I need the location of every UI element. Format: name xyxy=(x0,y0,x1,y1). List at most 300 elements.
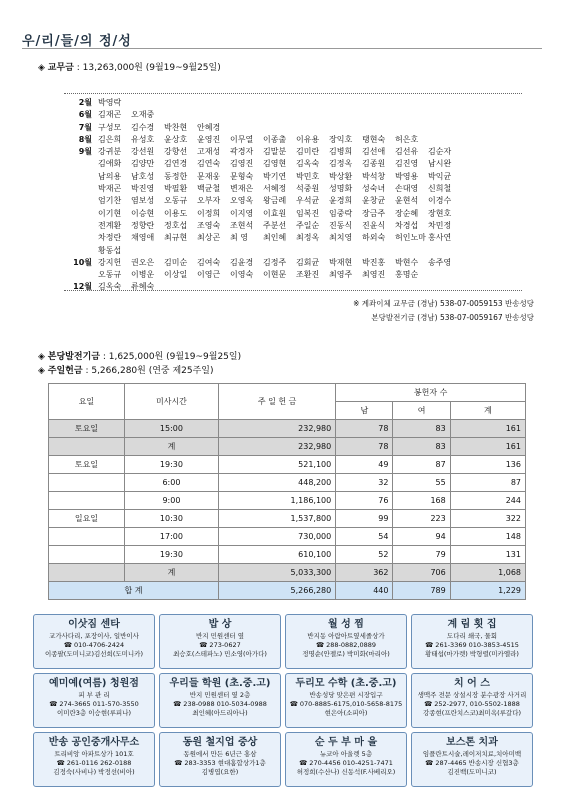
donor-name: 이영근 xyxy=(197,270,221,280)
cell-day xyxy=(49,564,125,582)
cell-female: 94 xyxy=(393,528,450,546)
donor-name: 성숙녀 xyxy=(362,184,386,194)
donor-name: 장익호 xyxy=(329,134,353,144)
ad-line: 최인혜(아드리아나) xyxy=(192,709,248,717)
donor-name: 홍사연 xyxy=(428,233,452,243)
month-label xyxy=(66,232,92,244)
grand-total-female: 789 xyxy=(393,582,450,600)
ad-line: 강종현(프란치스코)최미옥(루갈다) xyxy=(422,709,522,717)
grand-total-total: 1,229 xyxy=(450,582,525,600)
donor-name: 김종원 xyxy=(362,159,386,169)
donor-row xyxy=(66,269,536,281)
donor-name: 오부자 xyxy=(197,196,221,206)
ad-line: 정명순(안젤로) 박미화(마리아) xyxy=(302,650,390,658)
donor-name: 박영락 xyxy=(98,98,122,107)
donor-list xyxy=(66,97,536,294)
table-row xyxy=(49,492,526,510)
donor-name: 최정옥 xyxy=(296,233,320,243)
donor-name: 오동규 xyxy=(98,270,122,280)
donor-name: 탱현숙 xyxy=(362,134,386,144)
donor-name: 김양만 xyxy=(131,159,155,169)
donor-name: 최영주 xyxy=(329,270,353,280)
donor-name: 최 영 xyxy=(230,233,248,243)
donor-name: 남호성 xyxy=(131,171,155,181)
account-note-2: 본당발전기금 (경남) 538-07-0059167 반송성당 xyxy=(371,313,534,322)
donor-name: 김애화 xyxy=(98,159,122,169)
donor-name: 주일순 xyxy=(296,220,320,230)
cell-male: 52 xyxy=(336,546,393,564)
donor-row xyxy=(66,183,536,195)
ad-line: 이종팔(도미니코)김선희(도미니카) xyxy=(44,650,144,658)
donor-name: 김미순 xyxy=(164,257,188,267)
table-row xyxy=(49,564,526,582)
cell-total: 322 xyxy=(450,510,525,528)
diamond-bullet-icon: ◈ xyxy=(38,366,45,376)
cell-male: 54 xyxy=(336,528,393,546)
donor-row xyxy=(66,220,536,232)
cell-amount: 1,537,800 xyxy=(219,510,336,528)
cell-day xyxy=(49,528,125,546)
donor-name: 김옥숙 xyxy=(296,159,320,169)
ad-card xyxy=(33,673,155,728)
donor-name: 윤영진 xyxy=(197,134,221,144)
month-label: 12월 xyxy=(73,282,92,292)
donor-name: 이상일 xyxy=(164,270,188,280)
cell-amount: 448,200 xyxy=(219,474,336,492)
ad-line: 피 부 관 리 xyxy=(78,691,110,699)
ad-line: ☎ 270-4456 010-4251-7471 xyxy=(299,759,393,767)
ad-line: ☎ 288-0882,0889 xyxy=(315,641,377,649)
donor-name: 최상곤 xyxy=(197,233,221,243)
donor-row xyxy=(66,281,536,293)
cell-total: 161 xyxy=(450,438,525,456)
donor-name: 진윤식 xyxy=(362,220,386,230)
donor-name: 김윤경 xyxy=(230,257,254,267)
ad-line: 김병엽(요한) xyxy=(201,768,239,776)
grand-total-male: 440 xyxy=(336,582,393,600)
donor-name: 류혜숙 xyxy=(131,282,155,292)
ad-line: 황태섭(마가렛) 박형렬(미카엘라) xyxy=(425,650,519,658)
month-label xyxy=(66,220,92,232)
donor-name: 강귀분 xyxy=(98,147,122,157)
donor-name: 정향란 xyxy=(131,220,155,230)
ad-line: 동원에서 만든 6년근 홍삼 xyxy=(183,750,257,758)
donor-name: 임복진 xyxy=(296,208,320,218)
month-label xyxy=(66,245,92,257)
dotted-divider xyxy=(64,290,522,291)
donor-name: 차민정 xyxy=(428,220,452,230)
cell-female: 706 xyxy=(393,564,450,582)
donor-name: 김병희 xyxy=(329,147,353,157)
donor-name: 김옥숙 xyxy=(98,282,122,292)
cell-female: 168 xyxy=(393,492,450,510)
ad-line: 허정희(수산나) 신동석(F.사베리오) xyxy=(296,768,396,776)
cell-day xyxy=(49,546,125,564)
table-row xyxy=(49,420,526,438)
donor-name: 하외숙 xyxy=(362,233,386,243)
month-label: 9월 xyxy=(78,147,92,157)
cell-male: 99 xyxy=(336,510,393,528)
cell-male: 49 xyxy=(336,456,393,474)
donor-name: 오영옥 xyxy=(230,196,254,206)
donor-row xyxy=(66,146,536,158)
donor-name: 이용도 xyxy=(164,208,188,218)
page-title: 우/리/들/의 정/성 xyxy=(22,34,132,49)
month-label xyxy=(66,171,92,183)
donor-name: 김수경 xyxy=(131,122,155,132)
donor-name: 박익균 xyxy=(428,171,452,181)
donor-name: 홍명순 xyxy=(395,270,419,280)
ad-line: 김진백(도미니코) xyxy=(447,768,497,776)
donor-name: 신희철 xyxy=(428,184,452,194)
donor-name: 김선애 xyxy=(362,147,386,157)
ad-line: 도다리 쇄국, 물회 xyxy=(446,632,498,640)
donor-name: 강지헌 xyxy=(98,257,122,267)
cell-time: 15:00 xyxy=(124,420,218,438)
donor-name: 왕금례 xyxy=(263,196,287,206)
donor-name: 허은호 xyxy=(395,134,419,144)
cell-amount: 1,186,100 xyxy=(219,492,336,510)
month-label: 10월 xyxy=(73,257,92,267)
donor-name: 전계환 xyxy=(98,220,122,230)
month-label: 7월 xyxy=(78,122,92,132)
ad-title: 보스톤 치과 xyxy=(446,737,498,748)
donor-name: 이지영 xyxy=(230,208,254,218)
donor-name: 조현석 xyxy=(230,220,254,230)
donor-name: 박상환 xyxy=(329,171,353,181)
grand-total-row xyxy=(49,582,526,600)
ad-line: 현은아(소피아) xyxy=(324,709,368,717)
development-fund-label: 본당발전기금 xyxy=(47,352,100,362)
donor-name: 김선유 xyxy=(395,147,419,157)
grand-total-amount: 5,266,280 xyxy=(219,582,336,600)
ad-line: ☎ 070-8885-6175,010-5658-8175 xyxy=(289,700,403,708)
table-row xyxy=(49,510,526,528)
cell-total: 131 xyxy=(450,546,525,564)
donor-name: 이유용 xyxy=(296,134,320,144)
donor-name: 김여숙 xyxy=(197,257,221,267)
cell-male: 32 xyxy=(336,474,393,492)
month-label xyxy=(66,183,92,195)
table-row xyxy=(49,546,526,564)
cell-male: 78 xyxy=(336,420,393,438)
cell-day xyxy=(49,474,125,492)
ad-title: 치 어 스 xyxy=(454,678,490,689)
donor-name: 윤현석 xyxy=(395,196,419,206)
offering-label: 교무금 xyxy=(47,63,74,73)
donor-name: 문재웅 xyxy=(197,171,221,181)
cell-total: 1,068 xyxy=(450,564,525,582)
header-time: 미사시간 xyxy=(124,384,218,420)
ad-line: ☎ 010-4706-2424 xyxy=(63,641,125,649)
cell-total: 244 xyxy=(450,492,525,510)
sunday-collection-line: ◈ 주일헌금 : 5,266,280원 (연중 제25주일) xyxy=(38,366,214,376)
cell-amount: 5,033,300 xyxy=(219,564,336,582)
ad-line: 최승호(스테파노) 민소영(아가다) xyxy=(173,650,267,658)
cell-female: 87 xyxy=(393,456,450,474)
cell-day xyxy=(49,492,125,510)
cell-time: 계 xyxy=(124,438,218,456)
donor-name: 임중락 xyxy=(329,208,353,218)
donor-name: 동정한 xyxy=(164,171,188,181)
ad-line: ☎ 274-3665 011-570-3550 xyxy=(49,700,139,708)
month-label xyxy=(66,208,92,220)
ad-card xyxy=(33,614,155,669)
cell-day: 토요일 xyxy=(49,456,125,474)
dotted-divider xyxy=(64,93,522,94)
donor-row xyxy=(66,97,536,109)
development-fund-line: ◈ 본당발전기금 : 1,625,000원 (9월19~9월25일) xyxy=(38,352,242,362)
diamond-bullet-icon: ◈ xyxy=(38,352,45,362)
ad-title: 순 두 부 마 을 xyxy=(314,737,378,748)
cell-female: 83 xyxy=(393,420,450,438)
donor-row xyxy=(66,195,536,207)
table-row xyxy=(49,456,526,474)
donor-name: 이병운 xyxy=(131,270,155,280)
cell-male: 362 xyxy=(336,564,393,582)
header-total: 계 xyxy=(450,402,525,420)
ad-title: 동원 철지업 중상 xyxy=(182,737,258,748)
donor-row xyxy=(66,171,536,183)
ad-line: ☎ 252-2977, 010-5502-1888 xyxy=(424,700,520,708)
donor-name: 안혜경 xyxy=(197,122,221,132)
donor-name: 김영현 xyxy=(263,159,287,169)
donor-name: 김정주 xyxy=(263,257,287,267)
cell-amount: 521,100 xyxy=(219,456,336,474)
donor-name: 오재중 xyxy=(131,110,155,120)
cell-amount: 232,980 xyxy=(219,420,336,438)
donor-name: 박재곤 xyxy=(98,184,122,194)
donor-name: 문형숙 xyxy=(230,171,254,181)
donor-name: 윤경희 xyxy=(329,196,353,206)
ad-line: 반지 민원센터 옆 xyxy=(195,632,245,640)
title-divider xyxy=(22,48,542,49)
cell-time: 19:30 xyxy=(124,456,218,474)
donor-name: 우석균 xyxy=(296,196,320,206)
donor-name: 백균철 xyxy=(197,184,221,194)
ad-title: 계 림 횟 집 xyxy=(447,619,497,630)
donor-name: 차경섭 xyxy=(395,220,419,230)
table-row xyxy=(49,438,526,456)
donor-name: 채영애 xyxy=(131,233,155,243)
donor-name: 박기연 xyxy=(263,171,287,181)
header-amount: 주 일 헌 금 xyxy=(219,384,336,420)
sunday-collection-label: 주일헌금 xyxy=(47,366,83,376)
ad-line: ☎ 261-3369 010-3853-4515 xyxy=(425,641,519,649)
cell-day: 토요일 xyxy=(49,420,125,438)
donor-name: 주분선 xyxy=(263,220,287,230)
cell-female: 55 xyxy=(393,474,450,492)
donor-name: 이종출 xyxy=(263,134,287,144)
donor-name: 오동규 xyxy=(164,196,188,206)
ad-line: ☎ 273-0627 xyxy=(199,641,241,649)
donor-name: 김회균 xyxy=(296,257,320,267)
donor-name: 엄기찬 xyxy=(98,196,122,206)
cell-amount: 232,980 xyxy=(219,438,336,456)
donor-row xyxy=(66,232,536,244)
donor-name: 성명화 xyxy=(329,184,353,194)
ad-line: 교가사다리, 포장이사, 일반이사 xyxy=(49,632,139,640)
sunday-collection-text: 5,266,280원 (연중 제25주일) xyxy=(91,366,214,376)
donor-name: 윤상호 xyxy=(164,134,188,144)
donor-name: 최규현 xyxy=(164,233,188,243)
ad-title: 이삿짐 센타 xyxy=(68,619,120,630)
ad-line: 반지동 아람아트옆세졸상가 xyxy=(307,632,385,640)
ad-title: 우리들 학원 (초.중.고) xyxy=(169,678,271,689)
ad-line: ☎ 238-0988 010-5034-0988 xyxy=(173,700,267,708)
donor-name: 조환진 xyxy=(296,270,320,280)
donor-name: 박석창 xyxy=(362,171,386,181)
donor-name: 이무열 xyxy=(230,134,254,144)
table-row xyxy=(49,528,526,546)
donor-name: 이효원 xyxy=(263,208,287,218)
donor-name: 남의용 xyxy=(98,171,122,181)
table-row xyxy=(49,474,526,492)
donor-name: 석중원 xyxy=(296,184,320,194)
cell-amount: 610,100 xyxy=(219,546,336,564)
month-label: 8월 xyxy=(78,134,92,144)
cell-total: 87 xyxy=(450,474,525,492)
donor-name: 박영용 xyxy=(395,171,419,181)
donor-name: 최치영 xyxy=(329,233,353,243)
donor-name: 박필환 xyxy=(164,184,188,194)
donor-name: 이승현 xyxy=(131,208,155,218)
donor-name: 김연경 xyxy=(164,159,188,169)
donor-name: 김미란 xyxy=(296,147,320,157)
donor-name: 김은희 xyxy=(98,134,122,144)
header-day: 요일 xyxy=(49,384,125,420)
donor-row xyxy=(66,134,536,146)
ad-line: 생맥주 전문 상설시장 분수광장 사거리 xyxy=(417,691,527,699)
month-label: 6월 xyxy=(78,110,92,120)
donor-name: 황동섭 xyxy=(98,245,122,255)
donor-name: 박재현 xyxy=(329,257,353,267)
donor-name: 김말분 xyxy=(263,147,287,157)
ad-card xyxy=(411,673,533,728)
donor-name: 장현호 xyxy=(428,208,452,218)
donor-name: 서혜정 xyxy=(263,184,287,194)
donor-name: 강향선 xyxy=(164,147,188,157)
donor-name: 이정희 xyxy=(197,208,221,218)
cell-female: 83 xyxy=(393,438,450,456)
donor-name: 박민호 xyxy=(296,171,320,181)
donor-name: 변재은 xyxy=(230,184,254,194)
collection-table xyxy=(48,383,526,600)
donor-row xyxy=(66,257,536,269)
cell-day: 일요일 xyxy=(49,510,125,528)
ad-line: 임플란트시술,레이저치료,치아미백 xyxy=(422,750,522,758)
ad-card xyxy=(159,732,281,787)
ad-card xyxy=(411,614,533,669)
header-male: 남 xyxy=(336,402,393,420)
ad-card xyxy=(159,673,281,728)
month-label xyxy=(66,158,92,170)
cell-amount: 730,000 xyxy=(219,528,336,546)
donor-name: 권오은 xyxy=(131,257,155,267)
donor-name: 박현수 xyxy=(395,257,419,267)
donor-name: 남시완 xyxy=(428,159,452,169)
cell-time: 17:00 xyxy=(124,528,218,546)
donor-name: 김정옥 xyxy=(329,159,353,169)
ad-title: 예미예(여름) 청원점 xyxy=(49,678,139,689)
donor-row xyxy=(66,158,536,170)
donor-name: 이기현 xyxy=(98,208,122,218)
donor-name: 장금주 xyxy=(362,208,386,218)
donor-name: 허인노마 xyxy=(395,233,426,243)
ad-line: 반지 민원센터 옆 2층 xyxy=(189,691,251,699)
ad-line: 반송성당 맞은편 시장입구 xyxy=(309,691,383,699)
donor-name: 김진영 xyxy=(395,159,419,169)
donor-name: 박찬현 xyxy=(164,122,188,132)
ad-line: ☎ 261-0116 262-0188 xyxy=(56,759,132,767)
donor-name: 유성호 xyxy=(131,134,155,144)
development-fund-text: 1,625,000원 (9월19~9월25일) xyxy=(108,352,242,362)
cell-total: 161 xyxy=(450,420,525,438)
donor-name: 박진영 xyxy=(131,184,155,194)
cell-total: 136 xyxy=(450,456,525,474)
cell-time: 6:00 xyxy=(124,474,218,492)
donor-row xyxy=(66,122,536,134)
cell-total: 148 xyxy=(450,528,525,546)
donor-name: 고재성 xyxy=(197,147,221,157)
offering-line: ◈ 교무금 : 13,263,000원 (9월19~9월25일) xyxy=(38,63,221,73)
cell-female: 79 xyxy=(393,546,450,564)
cell-female: 223 xyxy=(393,510,450,528)
donor-name: 진동식 xyxy=(329,220,353,230)
ad-card xyxy=(285,732,407,787)
offering-text: 13,263,000원 (9월19~9월25일) xyxy=(82,63,221,73)
donor-name: 윤창균 xyxy=(362,196,386,206)
donor-name: 이현문 xyxy=(263,270,287,280)
ad-card xyxy=(285,673,407,728)
donor-name: 염보성 xyxy=(131,196,155,206)
month-label xyxy=(66,195,92,207)
ad-grid xyxy=(33,614,533,787)
ad-card xyxy=(159,614,281,669)
cell-time: 10:30 xyxy=(124,510,218,528)
donor-name: 최영진 xyxy=(362,270,386,280)
diamond-bullet-icon: ◈ xyxy=(38,63,45,73)
donor-name: 강선원 xyxy=(131,147,155,157)
donor-name: 정호섭 xyxy=(164,220,188,230)
donor-name: 김연숙 xyxy=(197,159,221,169)
ad-line: ☎ 283-3353 현대홈합상가1층 xyxy=(174,759,266,767)
ad-title: 두리모 수학 (초.중.고) xyxy=(295,678,397,689)
header-attendance: 봉헌자 수 xyxy=(336,384,526,402)
ad-line: 트리비앙 아파트상가 101호 xyxy=(54,750,134,758)
donor-row xyxy=(66,208,536,220)
month-label xyxy=(66,269,92,281)
donor-name: 조영숙 xyxy=(197,220,221,230)
donor-name: 이경수 xyxy=(428,196,452,206)
donor-name: 박진홍 xyxy=(362,257,386,267)
donor-row xyxy=(66,109,536,121)
cell-day xyxy=(49,438,125,456)
donor-name: 이영숙 xyxy=(230,270,254,280)
month-label: 2월 xyxy=(78,98,92,107)
donor-name: 손대영 xyxy=(395,184,419,194)
donor-row xyxy=(66,245,536,257)
ad-title: 밥 상 xyxy=(208,619,232,630)
donor-name: 송주영 xyxy=(428,257,452,267)
ad-line: ☎ 287-4465 반송시장 신협3층 xyxy=(425,759,519,767)
ad-line: 뉴코아 아울렛 5층 xyxy=(319,750,373,758)
ad-card xyxy=(411,732,533,787)
cell-male: 78 xyxy=(336,438,393,456)
header-female: 여 xyxy=(393,402,450,420)
donor-name: 최인혜 xyxy=(263,233,287,243)
cell-time: 19:30 xyxy=(124,546,218,564)
